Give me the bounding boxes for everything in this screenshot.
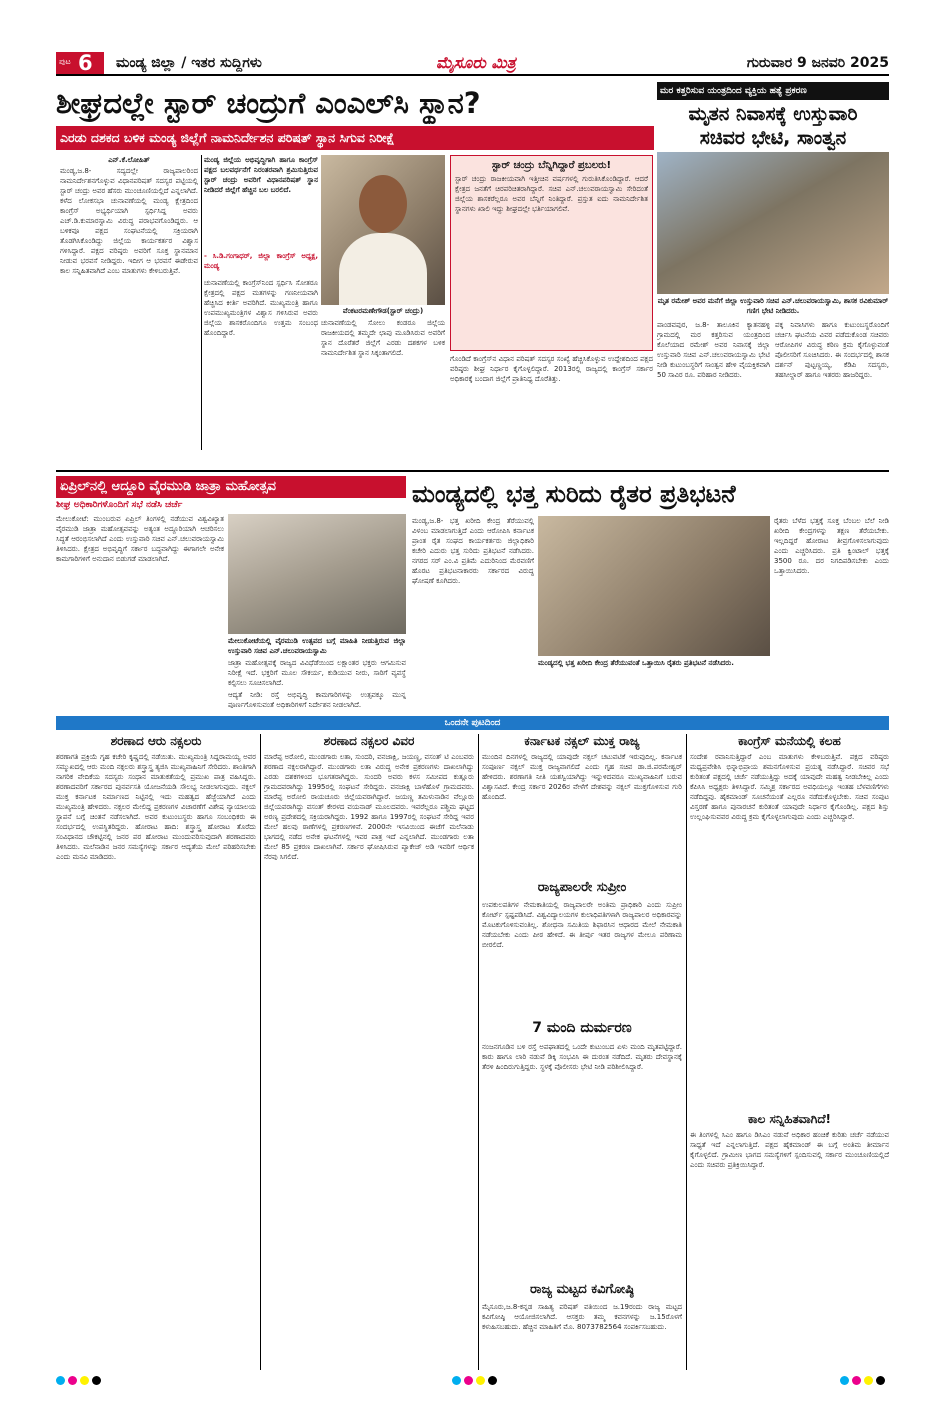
mela-subhead: ಶೀಘ್ರ ಅಧಿಕಾರಿಗಳೊಂದಿಗೆ ಸಭೆ ನಡೆಸಿ ಚರ್ಚೆ [56, 500, 183, 510]
paddy-text-a: ಮಂಡ್ಯ,ಜ.8- ಭತ್ತ ಖರೀದಿ ಕೇಂದ್ರ ತೆರೆಯುವಲ್ಲಿ ವಿಳಂಬ ಮಾಡಲಾಗುತ್ತಿದೆ ಎಂದು ಆರೋಪಿಸಿ ಕರ್ನಾಟಕ ಪ್ರಾಂತ ರೈತ ಸಂಘದ ಕಾರ್ಯಕರ್ತರು ಜಿಲ್ಲಾಧಿಕಾರಿ ಕಚೇರಿ ಎದುರು ಭತ್ತ ಸುರಿದು ಪ್ರತಿಭಟನೆ ನಡೆಸಿದರು. ನಗರದ ಸರ್ ಎಂ.ವಿ ಪ್ರತಿಮೆ ಎದುರಿನಿಂದ ಮೆರವಣಿಗೆ ಹೊರಟ ಪ್ರತಿಭಟನಾಕಾರರು ಸರ್ಕಾರದ ವಿರುದ್ಧ ಘೋಷಣೆ ಕೂಗಿದರು. [412, 517, 534, 585]
lead-col4: ಗೊಂಡಿದೆ ಕಾಂಗ್ರೆಸ್‌ನ ವಿಧಾನ ಪರಿಷತ್ ಸದಸ್ಯರ ಸಂಖ್ಯೆ ಹೆಚ್ಚಿಸಿಕೊಳ್ಳುವ ಉದ್ದೇಶದಿಂದ ಪಕ್ಷದ ವರಿಷ್ಠರು ಶೀಘ್ರ ನಿರ್ಧಾರ ಕೈಗೊಳ್ಳಲಿದ್ದಾರೆ. 2013ರಲ್ಲಿ ರಾಜ್ಯದಲ್ಲಿ ಕಾಂಗ್ರೆಸ್ ಸರ್ಕಾರ ಅಧಿಕಾರಕ್ಕೆ ಬಂದಾಗ ಜಿಲ್ಲೆಗೆ ಪ್ರಾತಿನಿಧ್ಯ ದೊರೆತಿತ್ತು. [450, 355, 653, 383]
lead-subhead: ಎರಡು ದಶಕದ ಬಳಿಕ ಮಂಡ್ಯ ಜಿಲ್ಲೆಗೆ ನಾಮನಿರ್ದೇಶನ ಪರಿಷತ್ ಸ್ಥಾನ ಸಿಗುವ ನಿರೀಕ್ಷೆ [56, 126, 654, 150]
lead-photo-caption: ವೆಂಕಟರಮಣೇಗೌಡ(ಸ್ಟಾರ್ ಚಂದ್ರು) [342, 307, 424, 315]
bottom-c1-text: ಶರಣಾಗತಿ ಪ್ರಕ್ರಿಯೆ ಗೃಹ ಕಚೇರಿ ಕೃಷ್ಣದಲ್ಲಿ ನಡೆಯಿತು. ಮುಖ್ಯಮಂತ್ರಿ ಸಿದ್ದರಾಮಯ್ಯ ಅವರ ಸಮ್ಮುಖದಲ್ಲಿ ಆರು ಮಂದಿ ನಕ್ಸಲರು ಶಸ್ತ್ರಾಸ್ತ್ರ ತ್ಯಜಿಸಿ ಮುಖ್ಯವಾಹಿನಿಗೆ ಸೇರಿದರು. ಶಾಂತಿಗಾಗಿ ನಾಗರಿಕ ವೇದಿಕೆಯ ಸದಸ್ಯರು ಸಂಧಾನ ಮಾತುಕತೆಯಲ್ಲಿ ಪ್ರಮುಖ ಪಾತ್ರ ವಹಿಸಿದ್ದರು. ಶರಣಾದವರಿಗೆ ಸರ್ಕಾರದ ಪುನರ್ವಸತಿ ಯೋಜನೆಯಡಿ ಸೌಲಭ್ಯ ನೀಡಲಾಗುವುದು. ನಕ್ಸಲ್ ಮುಕ್ತ ಕರ್ನಾಟಕ ನಿರ್ಮಾಣದ ನಿಟ್ಟಿನಲ್ಲಿ ಇದು ಮಹತ್ವದ ಹೆಜ್ಜೆಯಾಗಿದೆ ಎಂದು ಮುಖ್ಯಮಂತ್ರಿ ಹೇಳಿದರು. ನಕ್ಸಲರ ಮೇಲಿದ್ದ ಪ್ರಕರಣಗಳ ವಿಚಾರಣೆಗೆ ವಿಶೇಷ ನ್ಯಾಯಾಲಯ ಸ್ಥಾಪನೆ ಬಗ್ಗೆ ಚಿಂತನೆ ನಡೆಸಲಾಗಿದೆ. ಅವರ ಕುಟುಂಬಸ್ಥರು ಹಾಗೂ ಸಂಬಂಧಿಕರು ಈ ಸಂದರ್ಭದಲ್ಲಿ ಉಪಸ್ಥಿತರಿದ್ದರು. ಹೋರಾಟ ಹಾದಿ: ಶಸ್ತ್ರಾಸ್ತ್ರ ಹೋರಾಟ ತೊರೆದು ಸಂವಿಧಾನದ ಚೌಕಟ್ಟಿನಲ್ಲಿ ಜನರ ಪರ ಹೋರಾಟ ಮುಂದುವರಿಸುವುದಾಗಿ ಶರಣಾದವರು ತಿಳಿಸಿದರು. ಮಲೆನಾಡಿನ ಜನರ ಸಮಸ್ಯೆಗಳನ್ನು ಸರ್ಕಾರ ಆದ್ಯತೆಯ ಮೇಲೆ ಪರಿಹರಿಸಬೇಕು ಎಂದು ಮನವಿ ಮಾಡಿದರು. [56, 753, 256, 861]
bottom-c3-sub3: ರಾಜ್ಯ ಮಟ್ಟದ ಕವಿಗೋಷ್ಠಿ [530, 1282, 634, 1297]
bottom-c2-title: ಶರಣಾದ ನಕ್ಸಲರ ವಿವರ [323, 734, 415, 748]
issue-date: ಗುರುವಾರ 9 ಜನವರಿ 2025 [746, 55, 889, 71]
bottom-c4-text2: ಈ ತಿಂಗಳಲ್ಲಿ ಸಿಎಂ ಹಾಗೂ ಡಿಸಿಎಂ ನಡುವೆ ಅಧಿಕಾರ ಹಂಚಿಕೆ ಕುರಿತು ಚರ್ಚೆ ನಡೆಯುವ ಸಾಧ್ಯತೆ ಇದೆ ಎನ್ನಲಾಗುತ್ತಿದೆ. ಪಕ್ಷದ ಹೈಕಮಾಂಡ್ ಈ ಬಗ್ಗೆ ಅಂತಿಮ ತೀರ್ಮಾನ ಕೈಗೊಳ್ಳಲಿದೆ. ಗ್ರಾಮೀಣ ಭಾಗದ ಸಮಸ್ಯೆಗಳಿಗೆ ಸ್ಪಂದಿಸುವಲ್ಲಿ ಸರ್ಕಾರ ಮುಂಚೂಣಿಯಲ್ಲಿದೆ ಎಂದು ಸಚಿವರು ಪ್ರತಿಕ್ರಿಯಿಸಿದ್ದಾರೆ. [690, 1131, 889, 1169]
right-text-a: ಪಾಂಡವಪುರ, ಜ.8- ತಾಲೂಕಿನ ಕ್ಯಾತನಹಳ್ಳಿ ಗ್ರಾಮದಲ್ಲಿ ಮರ ಕತ್ತರಿಸುವ ಯಂತ್ರದಿಂದ ಕೊಲೆಯಾದ ರಮೇಶ್ ಅವರ ನಿವಾಸಕ್ಕೆ ಜಿಲ್ಲಾ ಉಸ್ತುವಾರಿ ಸಚಿವ ಎನ್.ಚಲುವರಾಯಸ್ವಾಮಿ ಭೇಟಿ ನೀಡಿ ಕುಟುಂಬಸ್ಥರಿಗೆ ಸಾಂತ್ವನ ಹೇಳಿ ವೈಯಕ್ತಿಕವಾಗಿ 50 ಸಾವಿರ ರೂ. ಪರಿಹಾರ ನೀಡಿದರು. [657, 321, 770, 379]
col-rule [201, 155, 202, 450]
bottom-c3-sub: ರಾಜ್ಯಪಾಲರೇ ಸುಪ್ರೀಂ [537, 880, 627, 895]
col-rule [686, 734, 687, 1370]
page-label: ಪುಟ [59, 57, 71, 66]
registration-marks-left [56, 1376, 101, 1385]
bottom-c3-sub2: 7 ಮಂದಿ ದುರ್ಮರಣ [532, 1020, 632, 1036]
lead-col3: ಚುನಾವಣೆಯಲ್ಲಿ ಸೋಲು ಕಂಡರೂ ಜಿಲ್ಲೆಯ ರಾಜಕೀಯದಲ್ಲಿ ತಮ್ಮದೇ ಛಾಪು ಮೂಡಿಸಿರುವ ಅವರಿಗೆ ಸ್ಥಾನ ದೊರೆತರೆ ಜಿಲ್ಲೆಗೆ ಎರಡು ದಶಕಗಳ ಬಳಿಕ ನಾಮನಿರ್ದೇಶಿತ ಸ್ಥಾನ ಸಿಕ್ಕಂತಾಗಲಿದೆ. [321, 319, 445, 357]
side-box-title: ಸ್ಟಾರ್ ಚಂದ್ರು ಬೆನ್ನಿಗಿದ್ದಾರೆ ಪ್ರಬಲರು! [491, 160, 612, 171]
portrait-body [339, 233, 427, 305]
bottom-c4-sub: ಕಾಲ ಸನ್ನಿಹಿತವಾಗಿದೆ! [747, 1112, 832, 1126]
paper-name: ಮೈಸೂರು ಮಿತ್ರ [436, 53, 516, 72]
page-number-box [56, 52, 104, 74]
col-rule [260, 734, 261, 1370]
right-headline-1: ಮೃತನ ನಿವಾಸಕ್ಕೆ ಉಸ್ತುವಾರಿ [688, 103, 858, 125]
paddy-text-b: ರೈತರು ಬೆಳೆದ ಭತ್ತಕ್ಕೆ ಸೂಕ್ತ ಬೆಂಬಲ ಬೆಲೆ ನೀಡಿ ಖರೀದಿ ಕೇಂದ್ರಗಳನ್ನು ತಕ್ಷಣ ತೆರೆಯಬೇಕು. ಇಲ್ಲದಿದ್ದರೆ ಹೋರಾಟ ತೀವ್ರಗೊಳಿಸಲಾಗುವುದು ಎಂದು ಎಚ್ಚರಿಸಿದರು. ಪ್ರತಿ ಕ್ವಿಂಟಾಲ್ ಭತ್ತಕ್ಕೆ 3500 ರೂ. ದರ ನಿಗದಿಪಡಿಸಬೇಕು ಎಂದು ಒತ್ತಾಯಿಸಿದರು. [774, 517, 889, 575]
masthead [56, 52, 889, 76]
lead-byline: ಎನ್.ಕೆ.ಲೋಹಿತ್ [108, 156, 150, 164]
paddy-headline: ಮಂಡ್ಯದಲ್ಲಿ ಭತ್ತ ಸುರಿದು ರೈತರ ಪ್ರತಿಭಟನೆ [412, 480, 736, 508]
lead-side-box [450, 155, 653, 351]
registration-marks-center [452, 1376, 497, 1385]
paddy-photo-caption: ಮಂಡ್ಯದಲ್ಲಿ ಭತ್ತ ಖರೀದಿ ಕೇಂದ್ರ ತೆರೆಯುವಂತೆ ಒತ್ತಾಯಿಸಿ ರೈತರು ಪ್ರತಿಭಟನೆ ನಡೆಸಿದರು. [538, 659, 734, 667]
section-title: ಮಂಡ್ಯ ಜಿಲ್ಲಾ / ಇತರ ಸುದ್ದಿಗಳು [116, 55, 262, 71]
continuation-bar [56, 716, 889, 730]
mela-text-a: ಮೇಲುಕೋಟೆ: ಮುಂಬರುವ ಏಪ್ರಿಲ್ ತಿಂಗಳಲ್ಲಿ ನಡೆಯುವ ವಿಶ್ವವಿಖ್ಯಾತ ವೈರಮುಡಿ ಜಾತ್ರಾ ಮಹೋತ್ಸವವನ್ನು ಅತ್ಯಂತ ಅದ್ದೂರಿಯಾಗಿ ಆಚರಿಸಲು ಸಿದ್ಧತೆ ಆರಂಭಿಸಲಾಗಿದೆ ಎಂದು ಉಸ್ತುವಾರಿ ಸಚಿವ ಎನ್.ಚಲುವರಾಯಸ್ವಾಮಿ ತಿಳಿಸಿದರು. ಕ್ಷೇತ್ರದ ಅಭಿವೃದ್ಧಿಗೆ ಸರ್ಕಾರ ಬದ್ಧವಾಗಿದ್ದು ಈಗಾಗಲೇ ಅನೇಕ ಕಾಮಗಾರಿಗಳಿಗೆ ಅನುದಾನ ಬಿಡುಗಡೆ ಮಾಡಲಾಗಿದೆ. [56, 515, 224, 563]
bottom-c1-title: ಶರಣಾದ ಆರು ನಕ್ಸಲರು [110, 734, 202, 748]
right-photo-caption: ಮೃತ ರಮೇಶ್ ಅವರ ಮನೆಗೆ ಜಿಲ್ಲಾ ಉಸ್ತುವಾರಿ ಸಚಿವ ಎನ್.ಚಲುವರಾಯಸ್ವಾಮಿ, ಶಾಸಕ ರವಿಕುಮಾರ್ ಗಣಿಗ ಭೇಟಿ ನೀಡಿದರು. [657, 297, 889, 315]
lead-col2: ಚುನಾವಣೆಯಲ್ಲಿ ಕಾಂಗ್ರೆಸ್‌ನಿಂದ ಸ್ಪರ್ಧಿಸಿ ಸೋತರೂ ಕ್ಷೇತ್ರದಲ್ಲಿ ಪಕ್ಷದ ಮತಗಳನ್ನು ಗಣನೀಯವಾಗಿ ಹೆಚ್ಚಿಸಿದ ಕೀರ್ತಿ ಅವರಿಗಿದೆ. ಮುಖ್ಯಮಂತ್ರಿ ಹಾಗೂ ಉಪಮುಖ್ಯಮಂತ್ರಿಗಳ ವಿಶ್ವಾಸ ಗಳಿಸಿರುವ ಅವರು ಜಿಲ್ಲೆಯ ಶಾಸಕರೊಂದಿಗೂ ಉತ್ತಮ ಸಂಬಂಧ ಹೊಂದಿದ್ದಾರೆ. [204, 279, 318, 337]
bottom-c3-text4: ಮೈಸೂರು,ಜ.8-ಕನ್ನಡ ಸಾಹಿತ್ಯ ಪರಿಷತ್ ವತಿಯಿಂದ ಜ.19ರಂದು ರಾಜ್ಯ ಮಟ್ಟದ ಕವಿಗೋಷ್ಠಿ ಆಯೋಜಿಸಲಾಗಿದೆ. ಆಸಕ್ತರು ತಮ್ಮ ಕವನಗಳನ್ನು ಜ.15ರೊಳಗೆ ಕಳುಹಿಸಬಹುದು. ಹೆಚ್ಚಿನ ಮಾಹಿತಿಗೆ ಮೊ. 8073782564 ಸಂಪರ್ಕಿಸಬಹುದು. [482, 1303, 682, 1331]
mela-photo [228, 514, 406, 634]
paddy-protest-photo [538, 516, 770, 656]
portrait-face [359, 175, 407, 233]
right-headline-2: ಸಚಿವರ ಭೇಟಿ, ಸಾಂತ್ವನ [699, 127, 847, 149]
bottom-c3-text: ಮುಂದಿನ ದಿನಗಳಲ್ಲಿ ರಾಜ್ಯದಲ್ಲಿ ಯಾವುದೇ ನಕ್ಸಲ್ ಚಟುವಟಿಕೆ ಇರುವುದಿಲ್ಲ. ಕರ್ನಾಟಕ ಸಂಪೂರ್ಣ ನಕ್ಸಲ್ ಮುಕ್ತ ರಾಜ್ಯವಾಗಲಿದೆ ಎಂದು ಗೃಹ ಸಚಿವ ಡಾ.ಜಿ.ಪರಮೇಶ್ವರ್ ಹೇಳಿದರು. ಶರಣಾಗತಿ ನೀತಿ ಯಶಸ್ವಿಯಾಗಿದ್ದು ಇನ್ನುಳಿದವರೂ ಮುಖ್ಯವಾಹಿನಿಗೆ ಬರುವ ವಿಶ್ವಾಸವಿದೆ. ಕೇಂದ್ರ ಸರ್ಕಾರ 2026ರ ವೇಳೆಗೆ ದೇಶವನ್ನು ನಕ್ಸಲ್ ಮುಕ್ತಗೊಳಿಸುವ ಗುರಿ ಹೊಂದಿದೆ. [482, 753, 682, 801]
lead-quote-by: - ಸಿ.ಡಿ.ಗಂಗಾಧರ್, ಜಿಲ್ಲಾ ಕಾಂಗ್ರೆಸ್ ಅಧ್ಯಕ್ಷ, ಮಂಡ್ಯ [204, 252, 318, 270]
minister-visit-photo [657, 152, 889, 294]
lead-portrait-photo [321, 155, 445, 305]
lead-quote-box [204, 155, 318, 275]
lead-col1: ಮಂಡ್ಯ,ಜ.8- ಸದ್ಯದಲ್ಲೇ ರಾಜ್ಯಪಾಲರಿಂದ ನಾಮನಿರ್ದೇಶನಗೊಳ್ಳುವ ವಿಧಾನಪರಿಷತ್ ಸದಸ್ಯರ ಪಟ್ಟಿಯಲ್ಲಿ ಸ್ಟಾರ್ ಚಂದ್ರು ಅವರ ಹೆಸರು ಮುಂಚೂಣಿಯಲ್ಲಿದೆ ಎನ್ನಲಾಗಿದೆ. ಕಳೆದ ಲೋಕಸಭಾ ಚುನಾವಣೆಯಲ್ಲಿ ಮಂಡ್ಯ ಕ್ಷೇತ್ರದಿಂದ ಕಾಂಗ್ರೆಸ್ ಅಭ್ಯರ್ಥಿಯಾಗಿ ಸ್ಪರ್ಧಿಸಿದ್ದ ಅವರು ಎಚ್.ಡಿ.ಕುಮಾರಸ್ವಾಮಿ ವಿರುದ್ಧ ಪರಾಭವಗೊಂಡಿದ್ದರು. ಆ ಬಳಿಕವೂ ಪಕ್ಷದ ಸಂಘಟನೆಯಲ್ಲಿ ಸಕ್ರಿಯರಾಗಿ ತೊಡಗಿಸಿಕೊಂಡಿದ್ದು ಜಿಲ್ಲೆಯ ಕಾರ್ಯಕರ್ತರ ವಿಶ್ವಾಸ ಗಳಿಸಿದ್ದಾರೆ. ಪಕ್ಷದ ವರಿಷ್ಠರು ಅವರಿಗೆ ಸೂಕ್ತ ಸ್ಥಾನಮಾನ ನೀಡುವ ಭರವಸೆ ನೀಡಿದ್ದರು. ಇದೀಗ ಆ ಭರವಸೆ ಈಡೇರುವ ಕಾಲ ಸನ್ನಿಹಿತವಾಗಿದೆ ಎಂಬ ಮಾತುಗಳು ಕೇಳಿಬರುತ್ತಿವೆ. [60, 167, 198, 275]
bottom-c3-text3: ನಂಜನಗೂಡಿನ ಬಳಿ ರಸ್ತೆ ಅಪಘಾತದಲ್ಲಿ ಒಂದೇ ಕುಟುಂಬದ ಏಳು ಮಂದಿ ಮೃತಪಟ್ಟಿದ್ದಾರೆ. ಕಾರು ಹಾಗೂ ಲಾರಿ ನಡುವೆ ಡಿಕ್ಕಿ ಸಂಭವಿಸಿ ಈ ದುರಂತ ನಡೆದಿದೆ. ಮೃತರು ದೇವಸ್ಥಾನಕ್ಕೆ ತೆರಳಿ ಹಿಂದಿರುಗುತ್ತಿದ್ದರು. ಸ್ಥಳಕ್ಕೆ ಪೊಲೀಸರು ಭೇಟಿ ನೀಡಿ ಪರಿಶೀಲಿಸಿದ್ದಾರೆ. [482, 1043, 682, 1071]
registration-marks-right [840, 1376, 885, 1385]
lead-quote: ಮಂಡ್ಯ ಜಿಲ್ಲೆಯ ಅಭಿವೃದ್ಧಿಗಾಗಿ ಹಾಗೂ ಕಾಂಗ್ರೆಸ್ ಪಕ್ಷದ ಬಲವರ್ಧನೆಗೆ ನಿರಂತರವಾಗಿ ಶ್ರಮಿಸುತ್ತಿರುವ ಸ್ಟಾರ್ ಚಂದ್ರು ಅವರಿಗೆ ವಿಧಾನಪರಿಷತ್ ಸ್ಥಾನ ನೀಡಿದರೆ ಜಿಲ್ಲೆಗೆ ಹೆಚ್ಚಿನ ಬಲ ಬರಲಿದೆ. [204, 156, 318, 194]
bottom-c4-title: ಕಾಂಗ್ರೆಸ್ ಮನೆಯಲ್ಲಿ ಕಲಹ [738, 734, 841, 748]
page-number: 6 [78, 51, 93, 75]
section-divider [56, 470, 889, 472]
bottom-c3-text2: ಉಪಕುಲಪತಿಗಳ ನೇಮಕಾತಿಯಲ್ಲಿ ರಾಜ್ಯಪಾಲರೇ ಅಂತಿಮ ಪ್ರಾಧಿಕಾರಿ ಎಂದು ಸುಪ್ರೀಂ ಕೋರ್ಟ್ ಸ್ಪಷ್ಟಪಡಿಸಿದೆ. ವಿಶ್ವವಿದ್ಯಾಲಯಗಳ ಕುಲಾಧಿಪತಿಗಳಾಗಿ ರಾಜ್ಯಪಾಲರ ಅಧಿಕಾರವನ್ನು ಮೊಟಕುಗೊಳಿಸುವಂತಿಲ್ಲ. ಶೋಧನಾ ಸಮಿತಿಯ ಶಿಫಾರಸಿನ ಆಧಾರದ ಮೇಲೆ ನೇಮಕಾತಿ ನಡೆಯಬೇಕು ಎಂದು ಪೀಠ ಹೇಳಿದೆ. ಈ ತೀರ್ಪು ಇತರ ರಾಜ್ಯಗಳ ಮೇಲೂ ಪರಿಣಾಮ ಬೀರಲಿದೆ. [482, 901, 682, 949]
lead-headline: ಶೀಘ್ರದಲ್ಲೇ ಸ್ಟಾರ್ ಚಂದ್ರುಗೆ ಎಂಎಲ್‌ಸಿ ಸ್ಥಾನ? [56, 86, 481, 120]
bottom-c4-text: ಸಂದೇಶ ರವಾನಿಸುತ್ತಿದ್ದಾರೆ ಎಂಬ ಮಾತುಗಳು ಕೇಳಿಬರುತ್ತಿವೆ. ಪಕ್ಷದ ವರಿಷ್ಠರು ಮಧ್ಯಪ್ರವೇಶಿಸಿ ಭಿನ್ನಾಭಿಪ್ರಾಯ ಶಮನಗೊಳಿಸುವ ಪ್ರಯತ್ನ ನಡೆಸಿದ್ದಾರೆ. ಸಚಿವರ ಸಭೆ ಕುರಿತಂತೆ ಪಕ್ಷದಲ್ಲಿ ಚರ್ಚೆ ನಡೆಯುತ್ತಿದ್ದು ಅದಕ್ಕೆ ಯಾವುದೇ ಮಹತ್ವ ನೀಡಬೇಕಿಲ್ಲ ಎಂದು ಕೆಪಿಸಿಸಿ ಅಧ್ಯಕ್ಷರು ತಿಳಿಸಿದ್ದಾರೆ. ಸಮ್ಮಿಶ್ರ ಸರ್ಕಾರದ ಅವಧಿಯಲ್ಲೂ ಇಂತಹ ಬೆಳವಣಿಗೆಗಳು ನಡೆದಿದ್ದವು. ಹೈಕಮಾಂಡ್ ಸೂಚನೆಯಂತೆ ಎಲ್ಲರೂ ನಡೆದುಕೊಳ್ಳಬೇಕು. ಸಚಿವ ಸಂಪುಟ ವಿಸ್ತರಣೆ ಹಾಗೂ ಪುನಾರಚನೆ ಕುರಿತಂತೆ ಯಾವುದೇ ನಿರ್ಧಾರ ಕೈಗೊಂಡಿಲ್ಲ. ಪಕ್ಷದ ಶಿಸ್ತು ಉಲ್ಲಂಘಿಸುವವರ ವಿರುದ್ಧ ಕ್ರಮ ಕೈಗೊಳ್ಳಲಾಗುವುದು ಎಂದು ಎಚ್ಚರಿಸಿದ್ದಾರೆ. [690, 753, 889, 821]
bottom-c2-text: ಮಾರೆಪ್ಪ ಅರೋಲಿ, ಮುಂಡಗಾರು ಲತಾ, ಸುಂದರಿ, ವನಜಾಕ್ಷಿ, ಜಯಣ್ಣ, ವಸಂತ್ ಟಿ ಎಂಬವರು ಶರಣಾದ ನಕ್ಸಲರಾಗಿದ್ದಾರೆ. ಮುಂಡಗಾರು ಲತಾ ವಿರುದ್ಧ ಅನೇಕ ಪ್ರಕರಣಗಳು ದಾಖಲಾಗಿದ್ದು ಎರಡು ದಶಕಗಳಿಂದ ಭೂಗತರಾಗಿದ್ದರು. ಸುಂದರಿ ಅವರು ಕಳಸ ಸಮೀಪದ ಕುತ್ಲೂರು ಗ್ರಾಮದವರಾಗಿದ್ದು 1995ರಲ್ಲಿ ಸಂಘಟನೆ ಸೇರಿದ್ದರು. ವನಜಾಕ್ಷಿ ಬಾಳೆಹೊಳೆ ಗ್ರಾಮದವರು. ಮಾರೆಪ್ಪ ಅರೋಲಿ ರಾಯಚೂರು ಜಿಲ್ಲೆಯವರಾಗಿದ್ದಾರೆ. ಜಯಣ್ಣ ತಮಿಳುನಾಡಿನ ವೆಲ್ಲೂರು ಜಿಲ್ಲೆಯವರಾಗಿದ್ದು ವಸಂತ್ ಕೇರಳದ ವಯನಾಡ್ ಮೂಲದವರು. ಇವರೆಲ್ಲರೂ ಪಶ್ಚಿಮ ಘಟ್ಟದ ಅರಣ್ಯ ಪ್ರದೇಶದಲ್ಲಿ ಸಕ್ರಿಯರಾಗಿದ್ದರು. 1992 ಹಾಗೂ 1997ರಲ್ಲಿ ಸಂಘಟನೆ ಸೇರಿದ್ದ ಇವರ ಮೇಲೆ ಹಲವು ಠಾಣೆಗಳಲ್ಲಿ ಪ್ರಕರಣಗಳಿವೆ. 2000ನೇ ಇಸವಿಯಿಂದ ಈಚೆಗೆ ಮಲೆನಾಡು ಭಾಗದಲ್ಲಿ ನಡೆದ ಅನೇಕ ಘಟನೆಗಳಲ್ಲಿ ಇವರ ಪಾತ್ರ ಇದೆ ಎನ್ನಲಾಗಿದೆ. ಮುಂಡಗಾರು ಲತಾ ಮೇಲೆ 85 ಪ್ರಕರಣ ದಾಖಲಾಗಿವೆ. ಸರ್ಕಾರ ಘೋಷಿಸಿರುವ ಪ್ಯಾಕೇಜ್ ಅಡಿ ಇವರಿಗೆ ಆರ್ಥಿಕ ನೆರವು ಸಿಗಲಿದೆ. [264, 753, 474, 861]
col-rule [478, 734, 479, 1370]
mela-headline: ಏಪ್ರಿಲ್‌ನಲ್ಲಿ ಆದ್ದೂರಿ ವೈರಮುಡಿ ಜಾತ್ರಾ ಮಹೋತ್ಸವ [56, 476, 406, 498]
right-kicker: ಮರ ಕತ್ತರಿಸುವ ಯಂತ್ರದಿಂದ ವ್ಯಕ್ತಿಯ ಹತ್ಯೆ ಪ್ರಕರಣ [657, 82, 889, 100]
mela-text-c: ಆದ್ಯತೆ ನೀಡಿ: ರಸ್ತೆ ಅಭಿವೃದ್ಧಿ ಕಾಮಗಾರಿಗಳನ್ನು ಉತ್ಸವಕ್ಕೂ ಮುನ್ನ ಪೂರ್ಣಗೊಳಿಸುವಂತೆ ಅಧಿಕಾರಿಗಳಿಗೆ ನಿರ್ದೇಶನ ನೀಡಲಾಗಿದೆ. [228, 691, 406, 709]
continuation-label: ಒಂದನೇ ಪುಟದಿಂದ [444, 718, 501, 728]
mela-photo-caption: ಮೇಲುಕೋಟೆಯಲ್ಲಿ ವೈರಮುಡಿ ಉತ್ಸವದ ಬಗ್ಗೆ ಮಾಹಿತಿ ನೀಡುತ್ತಿರುವ ಜಿಲ್ಲಾ ಉಸ್ತುವಾರಿ ಸಚಿವ ಎನ್.ಚಲುವರಾಯಸ್ವಾಮಿ [228, 637, 406, 655]
bottom-c3-title: ಕರ್ನಾಟಕ ನಕ್ಸಲ್ ಮುಕ್ತ ರಾಜ್ಯ [524, 734, 640, 748]
side-box-text: ಸ್ಟಾರ್ ಚಂದ್ರು ರಾಜಕೀಯವಾಗಿ ಇತ್ತೀಚಿನ ವರ್ಷಗಳಲ್ಲಿ ಗುರುತಿಸಿಕೊಂಡಿದ್ದಾರೆ. ಆದರೆ ಕ್ಷೇತ್ರದ ಜನತೆಗೆ ಚಿರಪರಿಚಿತರಾಗಿದ್ದಾರೆ. ಸಚಿವ ಎನ್.ಚಲುವರಾಯಸ್ವಾಮಿ ಸೇರಿದಂತೆ ಜಿಲ್ಲೆಯ ಶಾಸಕರೆಲ್ಲರೂ ಅವರ ಬೆನ್ನಿಗೆ ನಿಂತಿದ್ದಾರೆ. ಪ್ರಸ್ತುತ ಐದು ನಾಮನಿರ್ದೇಶಿತ ಸ್ಥಾನಗಳು ಖಾಲಿ ಇದ್ದು ಶೀಘ್ರದಲ್ಲೇ ಭರ್ತಿಯಾಗಲಿವೆ. [455, 175, 648, 213]
mela-text-b: ಜಾತ್ರಾ ಮಹೋತ್ಸವಕ್ಕೆ ರಾಜ್ಯದ ವಿವಿಧೆಡೆಯಿಂದ ಲಕ್ಷಾಂತರ ಭಕ್ತರು ಆಗಮಿಸುವ ನಿರೀಕ್ಷೆ ಇದೆ. ಭಕ್ತರಿಗೆ ಮೂಲ ಸೌಕರ್ಯ, ಕುಡಿಯುವ ನೀರು, ಸಾರಿಗೆ ವ್ಯವಸ್ಥೆ ಕಲ್ಪಿಸಲು ಸೂಚಿಸಲಾಗಿದೆ. [228, 659, 406, 687]
right-text-b: ಪಕ್ಕ ನಿವಾಸಿಗಳು ಹಾಗೂ ಕುಟುಂಬಸ್ಥರೊಂದಿಗೆ ಚರ್ಚಿಸಿ ಘಟನೆಯ ವಿವರ ಪಡೆದುಕೊಂಡ ಸಚಿವರು ಆರೋಪಿಗಳ ವಿರುದ್ಧ ಕಠಿಣ ಕ್ರಮ ಕೈಗೊಳ್ಳುವಂತೆ ಪೊಲೀಸರಿಗೆ ಸೂಚಿಸಿದರು. ಈ ಸಂದರ್ಭದಲ್ಲಿ ಶಾಸಕ ದರ್ಶನ್ ಪುಟ್ಟಣ್ಣಯ್ಯ, ಕೆಡಿಪಿ ಸದಸ್ಯರು, ತಹಸೀಲ್ದಾರ್ ಹಾಗೂ ಇತರರು ಹಾಜರಿದ್ದರು. [775, 321, 889, 379]
